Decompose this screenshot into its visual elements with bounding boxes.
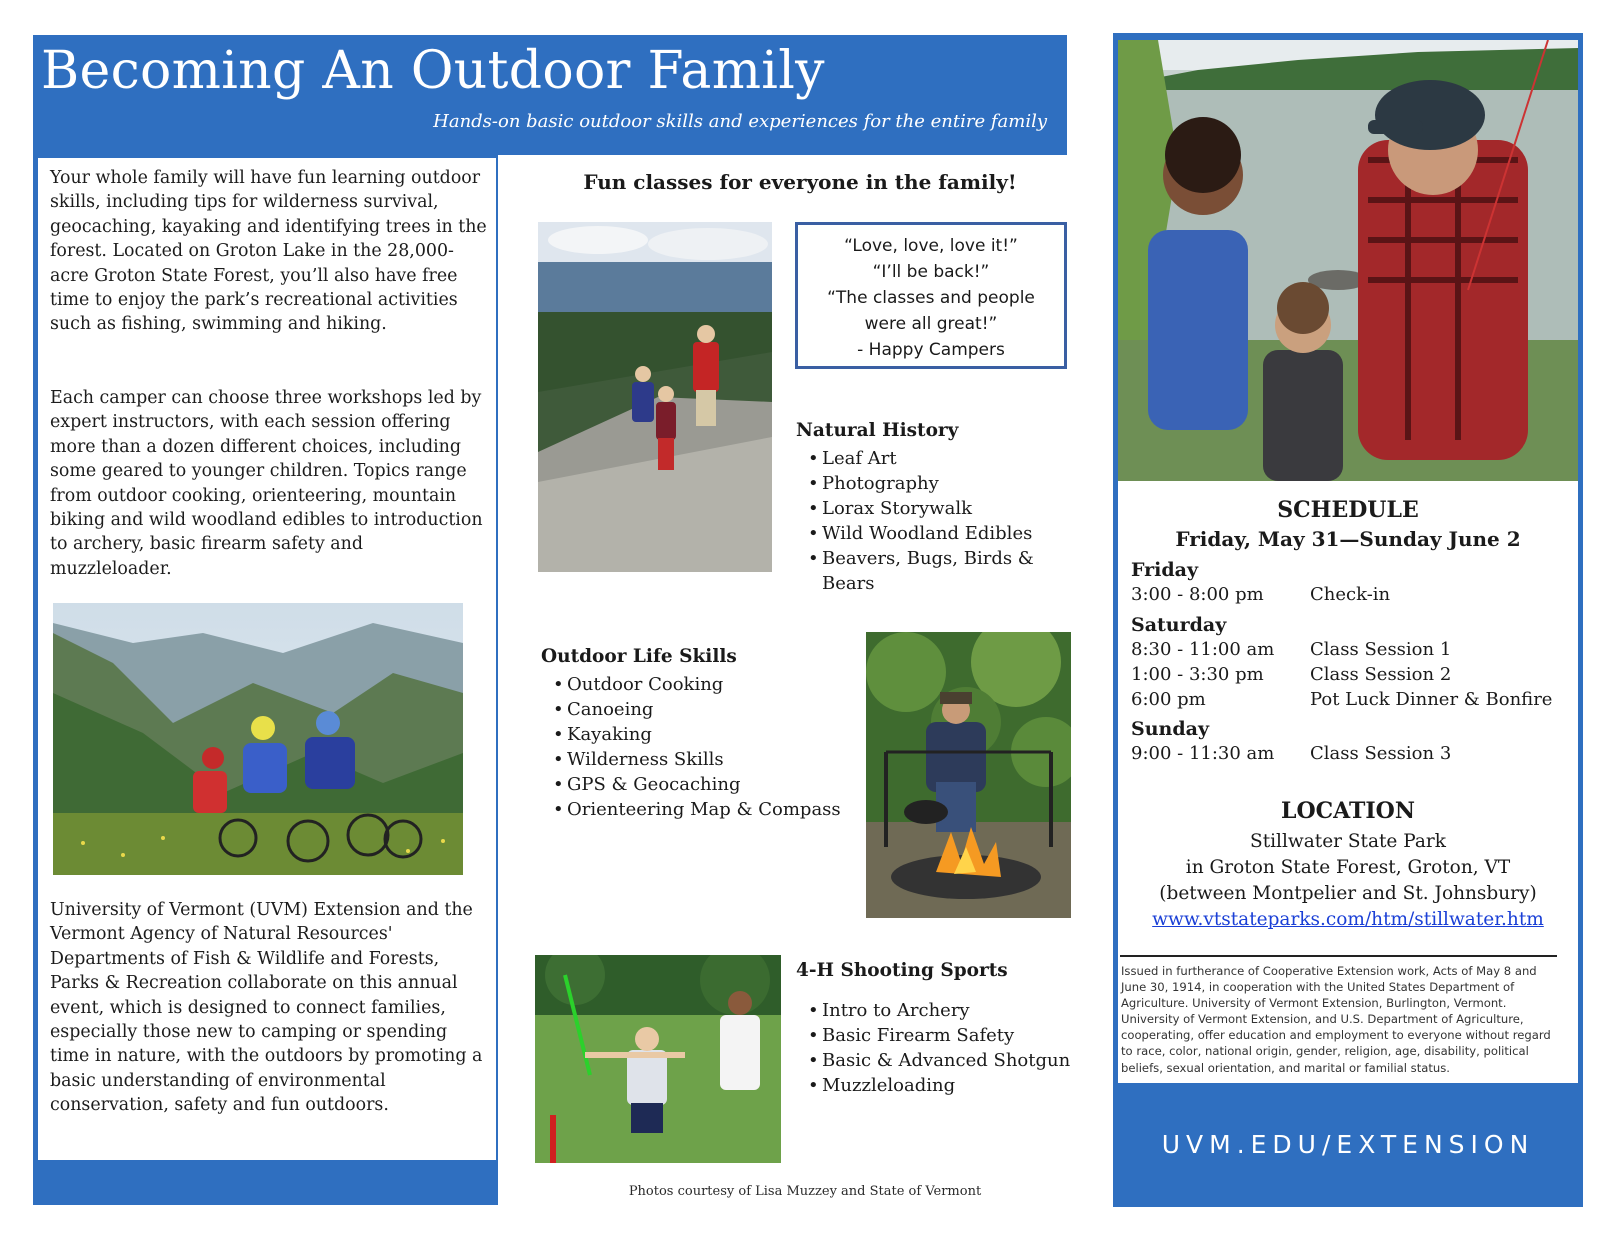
park-website-link[interactable]: www.vtstateparks.com/htm/stillwater.htm bbox=[1152, 909, 1544, 930]
schedule-event: Class Session 2 bbox=[1310, 664, 1452, 685]
list-item: • Beavers, Bugs, Birds & Bears bbox=[796, 546, 1066, 596]
photo-family-biking bbox=[53, 603, 463, 875]
photo-credit: Photos courtesy of Lisa Muzzey and State of Vermont bbox=[628, 1184, 982, 1199]
schedule-day: Sunday bbox=[1131, 718, 1209, 740]
outdoor-life-skills-list bbox=[541, 672, 861, 822]
schedule-title: SCHEDULE bbox=[1277, 497, 1419, 523]
list-item: • Intro to Archery bbox=[796, 998, 1076, 1023]
natural-history-list bbox=[796, 446, 1066, 596]
schedule-dates: Friday, May 31—Sunday June 2 bbox=[1175, 527, 1521, 551]
photo-archery-lesson bbox=[535, 955, 781, 1163]
natural-history-title: Natural History bbox=[796, 420, 959, 441]
location-between: (between Montpelier and St. Johnsbury) bbox=[1159, 883, 1537, 904]
page-subtitle: Hands-on basic outdoor skills and experiences for the entire family bbox=[433, 111, 1047, 132]
intro-paragraph: Your whole family will have fun learning outdoor skills, including tips for wilderness survival, geocaching, kayaking and identifying trees in the forest. Located on Groton Lake in the 28,000-acre Groton State Forest, you’ll also have free time to enjoy the park’s recreational activities such as fishing, swimming and hiking. bbox=[50, 168, 487, 335]
shooting-sports-title: 4-H Shooting Sports bbox=[796, 960, 1008, 981]
list-item: • Wild Woodland Edibles bbox=[796, 521, 1066, 546]
schedule-event: Class Session 1 bbox=[1310, 639, 1452, 660]
photo-fishing-lesson bbox=[1118, 40, 1578, 481]
list-item: • Muzzleloading bbox=[796, 1073, 1076, 1098]
classes-heading: Fun classes for everyone in the family! bbox=[583, 170, 1017, 194]
collaboration-paragraph: University of Vermont (UVM) Extension and the Vermont Agency of Natural Resources' Departments of Fish & Wildlife and Forests, Parks & Recreation collaborate on this annual event, which is designed to connect families, especially those new to camping or spending time in nature, with the outdoors by promoting a basic understanding of environmental conservation, safety and fun outdoors. bbox=[50, 900, 483, 1116]
testimonial-box bbox=[795, 222, 1067, 369]
list-item: • Orienteering Map & Compass bbox=[541, 797, 861, 822]
quote-line: were all great!” bbox=[864, 314, 998, 334]
schedule-day: Friday bbox=[1131, 559, 1199, 581]
schedule-time: 9:00 - 11:30 am bbox=[1131, 743, 1275, 764]
page-title: Becoming An Outdoor Family bbox=[41, 41, 825, 101]
shooting-sports-list bbox=[796, 998, 1076, 1098]
outdoor-life-skills-title: Outdoor Life Skills bbox=[541, 646, 737, 667]
list-item: • GPS & Geocaching bbox=[541, 772, 861, 797]
photo-hikers-summit bbox=[538, 222, 772, 572]
location-forest: in Groton State Forest, Groton, VT bbox=[1185, 857, 1511, 878]
list-item: • Kayaking bbox=[541, 722, 861, 747]
location-park: Stillwater State Park bbox=[1250, 831, 1446, 852]
schedule-time: 6:00 pm bbox=[1131, 689, 1206, 710]
legal-divider bbox=[1120, 955, 1557, 957]
list-item: • Lorax Storywalk bbox=[796, 496, 1066, 521]
schedule-time: 1:00 - 3:30 pm bbox=[1131, 664, 1264, 685]
list-item: • Wilderness Skills bbox=[541, 747, 861, 772]
schedule-time: 3:00 - 8:00 pm bbox=[1131, 584, 1264, 605]
schedule-event: Pot Luck Dinner & Bonfire bbox=[1310, 689, 1553, 710]
list-item: • Leaf Art bbox=[796, 446, 1066, 471]
footer-extension-url: UVM.EDU/EXTENSION bbox=[1161, 1130, 1535, 1159]
list-item: • Photography bbox=[796, 471, 1066, 496]
quote-line: “Love, love, love it!” bbox=[844, 236, 1018, 256]
workshops-paragraph: Each camper can choose three workshops led by expert instructors, with each session offering more than a dozen different choices, including some geared to younger children. Topics range from outdoor cooking, orienteering, mountain biking and wild woodland edibles to introduction to archery, basic firearm safety and muzzleloader. bbox=[50, 388, 483, 579]
photo-campfire-cooking bbox=[866, 632, 1071, 918]
list-item: • Outdoor Cooking bbox=[541, 672, 861, 697]
schedule-day: Saturday bbox=[1131, 614, 1227, 636]
legal-notice: Issued in furtherance of Cooperative Extension work, Acts of May 8 and June 30, 1914, in cooperation with the United States Department of Agriculture. University of Vermont Extension, Burlington, Vermont. University of Vermont Extension, and U.S. Department of Agriculture, cooperating, offer education and employment to everyone without regard to race, color, national origin, gender, religion, age, disability, political beliefs, sexual orientation, and marital or familial status. bbox=[1121, 964, 1551, 1075]
location-link-row bbox=[1118, 909, 1578, 930]
quote-line: “I’ll be back!” bbox=[872, 262, 990, 282]
list-item: • Basic & Advanced Shotgun bbox=[796, 1048, 1076, 1073]
list-item: • Canoeing bbox=[541, 697, 861, 722]
schedule-time: 8:30 - 11:00 am bbox=[1131, 639, 1275, 660]
quote-attribution: - Happy Campers bbox=[857, 340, 1005, 360]
location-title: LOCATION bbox=[1281, 798, 1415, 824]
header-banner bbox=[33, 35, 1067, 155]
schedule-event: Class Session 3 bbox=[1310, 743, 1452, 764]
list-item: • Basic Firearm Safety bbox=[796, 1023, 1076, 1048]
schedule-event: Check-in bbox=[1310, 584, 1391, 605]
quote-line: “The classes and people bbox=[827, 288, 1035, 308]
